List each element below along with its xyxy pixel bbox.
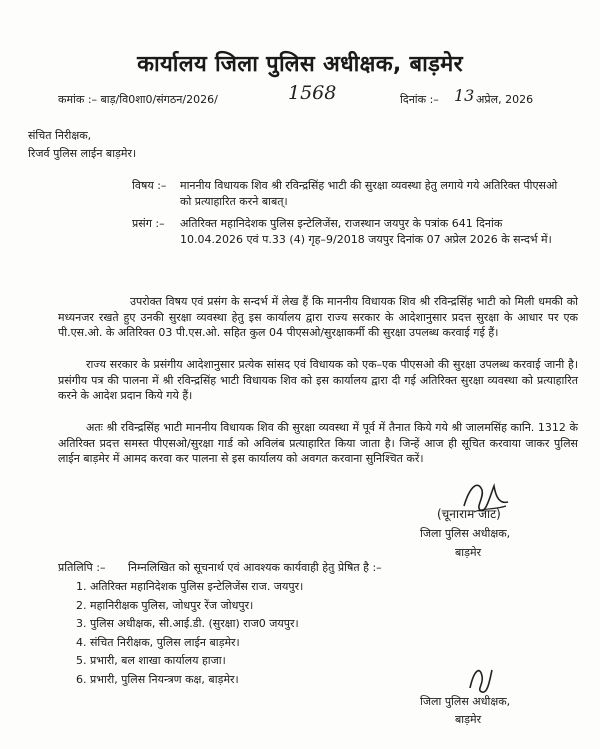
copy-recipients-list — [72, 578, 303, 689]
signatory2-designation: जिला पुलिस अधीक्षक, — [420, 695, 511, 708]
list-item: 3. पुलिस अधीक्षक, सी.आई.डी. (सुरक्षा) राज0 जयपुर। — [90, 615, 303, 634]
reference-label: प्रसंग :– — [132, 217, 165, 230]
body-paragraph-3: अतः श्री रविन्द्रसिंह भाटी माननीय विधायक शिव की सुरक्षा व्यवस्था में पूर्व में तैनात किये गये श्री जालमसिंह कानि. 1312 के अतिरिक्त प्रदत्त समस्त पीएसओ/सुरक्षा गार्ड को अविलंब प्रत्याहारित किया जाता है। जिन्हें आज ही सूचित करवाया जाकर पुलिस लाईन बाड़मेर में आमद करवा कर पालना से इस कार्यालय को अवगत करवाना सुनिश्चित करें। — [58, 421, 578, 466]
body-paragraph-1: उपरोक्त विषय एवं प्रसंग के सन्दर्भ में लेख हैं कि माननीय विधायक शिव श्री रविन्द्रसिंह भाटी को मिली धमकी को मध्यनजर रखते हुए उनकी सुरक्षा व्यवस्था हेतु इस कार्यालय द्वारा राज्य सरकार के आदेशानुसार प्रदत्त सुरक्षा के आधार पर एक पी.एस.ओ. के अतिरिक्त 03 पी.एस.ओ. सहित कुल 04 पीएसओ/सुरक्षाकर्मी की सुरक्षा उपलब्ध करवाई गई हैं। — [58, 295, 578, 340]
body-paragraph-2: राज्य सरकार के प्रसंगीय आदेशानुसार प्रत्येक सांसद एवं विधायक को एक–एक पीएसओ की सुरक्षा उपलब्ध करवाई जानी है। प्रसंगीय पत्र की पालना में श्री रविन्द्रसिंह भाटी विधायक शिव को इस कार्यालय द्वारा दी गई अतिरिक्त सुरक्षा व्यवस्था को प्रत्याहारित करने के आदेश प्रदान किये गये हैं। — [58, 358, 578, 403]
reference-number — [58, 92, 218, 107]
signatory-name: (चूनाराम जाट) — [437, 507, 501, 521]
reference-number-printed: कमांक :– बाड़/वि0शा0/संगठन/2026/ — [58, 93, 218, 106]
list-item: 6. प्रभारी, पुलिस नियन्त्रण कक्ष, बाड़मेर। — [90, 671, 303, 690]
subject-text: माननीय विधायक शिव श्री रविन्द्रसिंह भाटी की सुरक्षा व्यवस्था हेतु लगाये गये अतिरिक्त पीएसओ को प्रत्याहारित करने बाबत्। — [180, 179, 558, 208]
addressee-line1: संचित निरीक्षक, — [28, 129, 92, 142]
letter-date — [400, 92, 439, 107]
list-item: 5. प्रभारी, बल शाखा कार्यालय हाजा। — [90, 652, 303, 671]
office-title: कार्यालय जिला पुलिस अधीक्षक, बाड़मेर — [137, 52, 463, 77]
signatory2-place: बाड़मेर — [455, 713, 482, 726]
list-item: 4. संचित निरीक्षक, पुलिस लाईन बाड़मेर। — [90, 634, 303, 653]
addressee-line2: रिजर्व पुलिस लाईन बाड़मेर। — [28, 147, 137, 160]
reference-number-handwritten: 1568 — [288, 82, 337, 104]
copy-intro: निम्नलिखित को सूचनार्थ एवं आवश्यक कार्यवाही हेतु प्रेषित है :– — [128, 561, 382, 574]
list-item: 2. महानिरीक्षक पुलिस, जोधपुर रेंज जोधपुर। — [90, 597, 303, 616]
subject-label: विषय :– — [132, 179, 167, 192]
reference-text: अतिरिक्त महानिदेशक पुलिस इन्टेलिजेंस, राजस्थान जयपुर के पत्रांक 641 दिनांक 10.04.2026 एवं प.33 (4) गृह–9/2018 जयपुर दिनांक 07 अप्रेल 2026 के सन्दर्भ में। — [180, 217, 552, 246]
copy-label: प्रतिलिपि :– — [58, 561, 106, 574]
list-item: 1. अतिरिक्त महानिदेशक पुलिस इन्टेलिजेंस राज. जयपुर। — [90, 578, 303, 597]
date-label: दिनांक :– — [400, 93, 439, 106]
date-handwritten: 13 — [454, 86, 475, 105]
date-rest: अप्रेल, 2026 — [476, 93, 534, 106]
signatory-designation: जिला पुलिस अधीक्षक, — [420, 527, 511, 540]
signatory-place: बाड़मेर — [455, 546, 482, 559]
